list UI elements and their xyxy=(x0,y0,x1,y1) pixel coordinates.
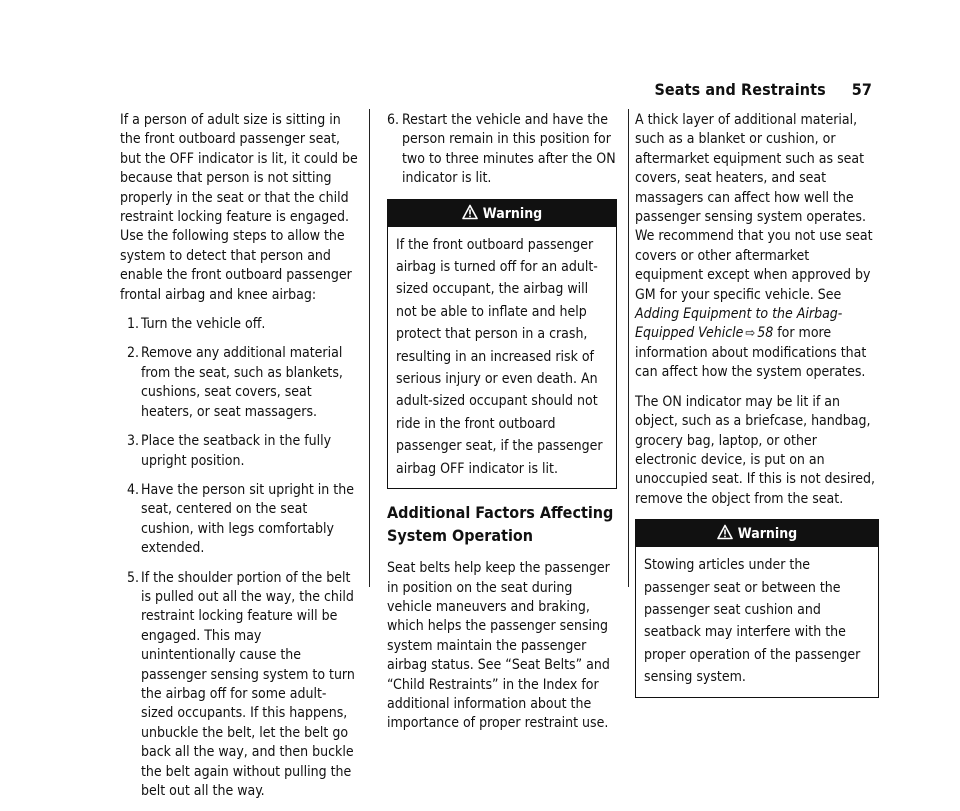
warning-box xyxy=(387,199,617,489)
column-divider xyxy=(369,109,370,587)
page-number: 57 xyxy=(851,80,872,99)
paragraph-text: A thick layer of additional material, such as a blanket or cushion, or aftermarket equipment such as seat covers, seat heaters, and seat massagers can affect how well the passenger sensing system operates. We recommend that you not use seat covers or other aftermarket equipment except when approved by GM for your specific vehicle. See xyxy=(635,112,873,303)
warning-box xyxy=(635,519,879,697)
list-item xyxy=(120,432,358,471)
warning-label: Warning xyxy=(482,205,543,222)
cross-reference-link[interactable]: Adding Equipment to the Airbag-Equipped Vehicle xyxy=(635,306,843,342)
step-text: Turn the vehicle off. xyxy=(141,316,266,333)
column-divider xyxy=(628,109,629,587)
list-item xyxy=(387,111,617,189)
warning-label: Warning xyxy=(737,526,798,543)
step-text: Place the seatback in the fully upright position. xyxy=(141,433,332,469)
step-text: Have the person sit upright in the seat, centered on the seat cushion, with legs comfortably extended. xyxy=(141,481,354,557)
warning-triangle-icon xyxy=(462,204,478,220)
intro-paragraph: If a person of adult size is sitting in the front outboard passenger seat, but the OFF indicator is lit, it could be because that person is not sitting properly in the seat or that the child restraint locking feature is engaged. Use the following steps to allow the system to detect that person and enable the front outboard passenger frontal airbag and knee airbag: xyxy=(120,112,358,303)
step-text: If the shoulder portion of the belt is pulled out all the way, the child restraint locking feature will be engaged. This may unintentionally cause the passenger sensing system to turn the airbag off for some adult-sized occupants. If this happens, unbuckle the belt, let the belt go back all the way, and then buckle the belt again without pulling the belt out all the way. xyxy=(141,569,355,799)
list-item xyxy=(120,315,358,334)
step-text: Remove any additional material from the seat, such as blankets, cushions, seat covers, seat heaters, or seat massagers. xyxy=(141,345,343,420)
body-paragraph: The ON indicator may be lit if an object, such as a briefcase, handbag, grocery bag, laptop, or other electronic device, is put on an unoccupied seat. If this is not desired, remove the object from the seat. xyxy=(635,393,875,507)
warning-header xyxy=(636,520,878,547)
step-number: 3. xyxy=(127,433,140,450)
section-name: Seats and Restraints xyxy=(654,80,826,99)
list-item xyxy=(120,569,358,802)
list-item xyxy=(120,344,358,422)
body-paragraph xyxy=(635,111,879,383)
step-number: 1. xyxy=(127,316,140,333)
column-3 xyxy=(635,111,879,710)
list-item xyxy=(120,481,358,559)
steps-list xyxy=(387,111,617,189)
body-paragraph: Seat belts help keep the passenger in position on the seat during vehicle maneuvers and braking, which helps the passenger sensing system maintain the passenger airbag status. See “Seat Belts” and “Child Restraints” in the Index for additional information about the importance of proper restraint use. xyxy=(387,560,610,732)
section-title: Additional Factors Affecting System Operation xyxy=(387,503,614,546)
step-number: 2. xyxy=(127,345,140,362)
step-number: 4. xyxy=(127,481,140,498)
warning-text: If the front outboard passenger airbag is turned off for an adult-sized occupant, the airbag will not be able to inflate and help protect that person in a crash, resulting in an increased risk of serious injury or even death. An adult-sized occupant should not ride in the front outboard passenger seat, if the passenger airbag OFF indicator is lit. xyxy=(396,236,603,477)
column-1 xyxy=(120,111,358,811)
steps-list xyxy=(120,315,358,801)
step-text: Restart the vehicle and have the person remain in this position for two to three minutes after the ON indicator is lit. xyxy=(402,112,616,187)
step-number: 5. xyxy=(127,569,140,586)
page-header xyxy=(654,80,872,99)
column-2 xyxy=(387,111,617,744)
warning-header xyxy=(388,200,616,227)
cross-reference-page[interactable]: 58 xyxy=(757,325,774,342)
warning-text: Stowing articles under the passenger seat or between the passenger seat cushion and seatback may interfere with the proper operation of the passenger sensing system. xyxy=(644,557,861,686)
step-number: 6. xyxy=(387,112,400,128)
page-arrow-icon: ⇨ xyxy=(745,326,756,342)
paragraph-text: for more information about modifications that can affect how the system operates. xyxy=(635,325,867,381)
warning-triangle-icon xyxy=(717,524,733,540)
